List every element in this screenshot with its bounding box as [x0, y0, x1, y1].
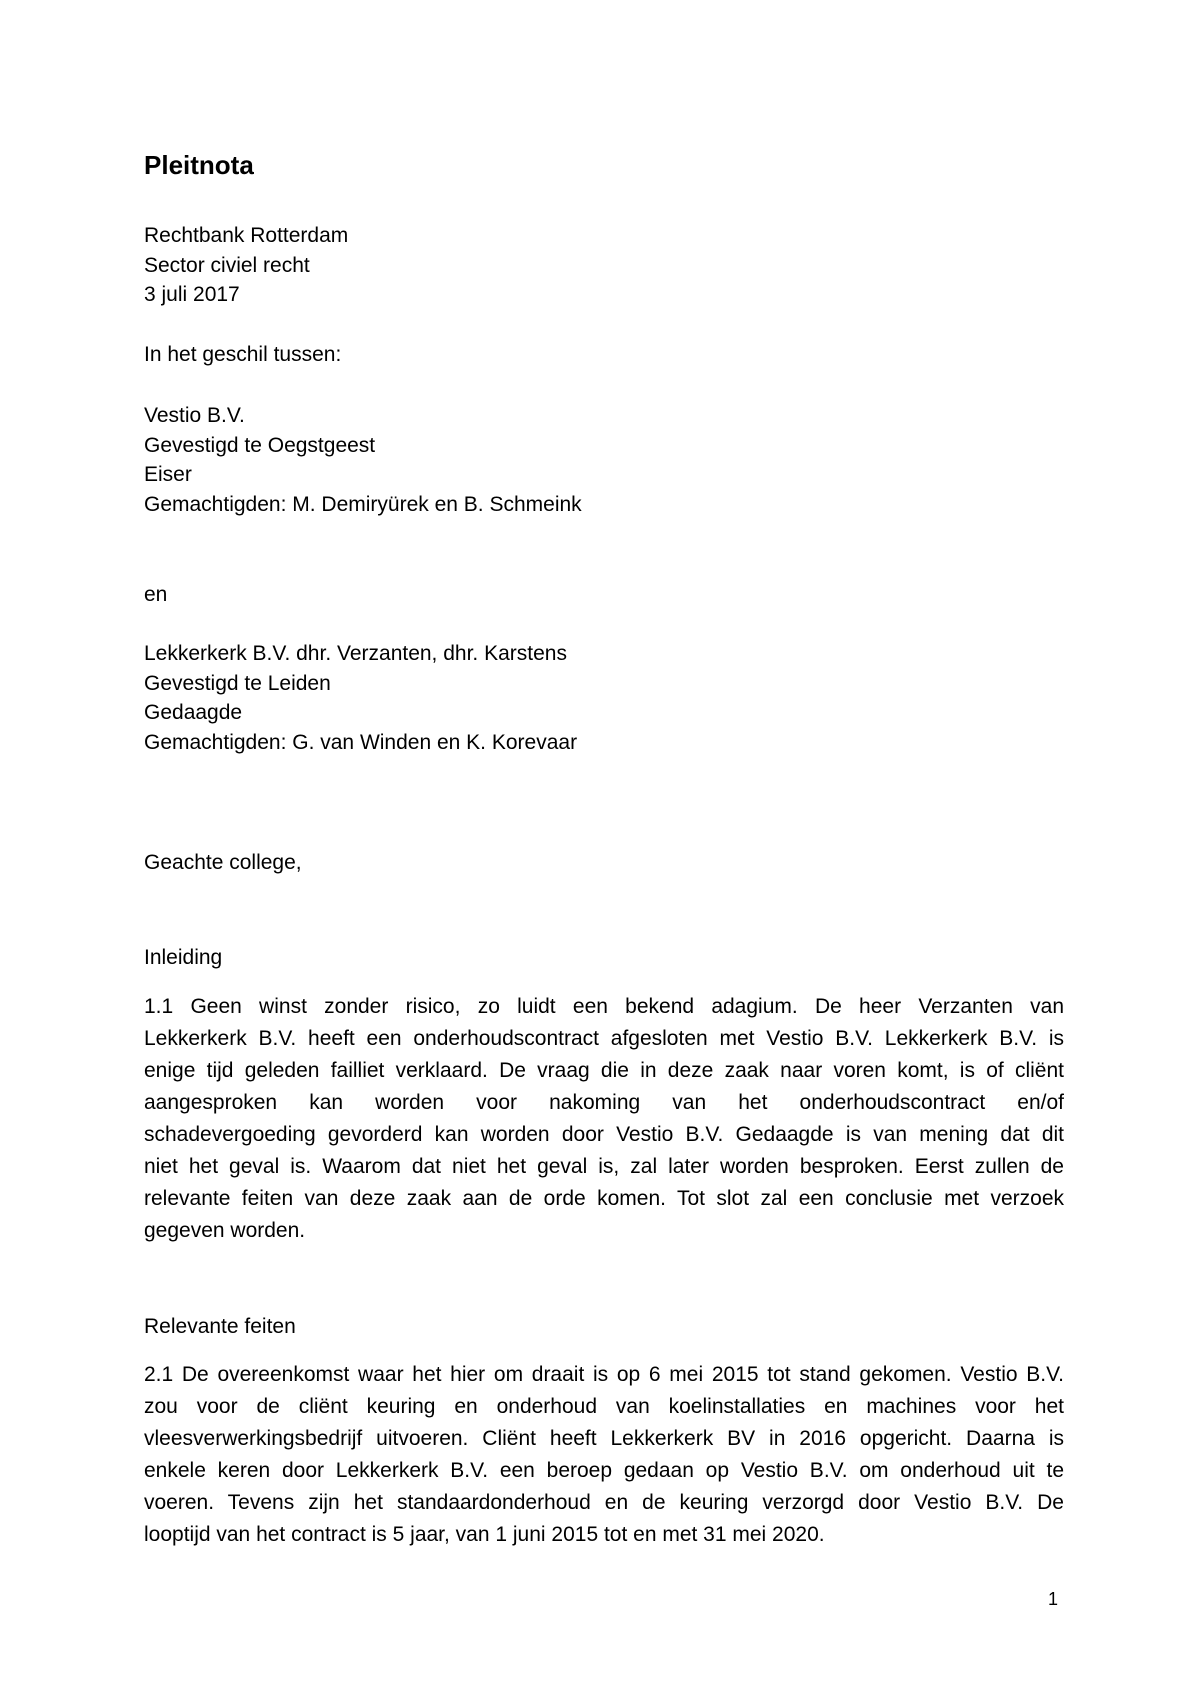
plaintiff-representatives: Gemachtigden: M. Demiryürek en B. Schmeink	[144, 493, 582, 516]
body-line: niet het geval is. Waarom dat niet het geval is, zal later worden besproken. Eerst zullen de	[144, 1155, 1064, 1178]
body-line: looptijd van het contract is 5 jaar, van 1 juni 2015 tot en met 31 mei 2020.	[144, 1523, 825, 1546]
body-line: 2.1 De overeenkomst waar het hier om draait is op 6 mei 2015 tot stand gekomen. Vestio B.V.	[144, 1363, 1064, 1386]
page-number: 1	[1048, 1589, 1059, 1609]
defendant-name: Lekkerkerk B.V. dhr. Verzanten, dhr. Karstens	[144, 642, 567, 665]
court-name: Rechtbank Rotterdam	[144, 224, 349, 247]
body-line: Lekkerkerk B.V. heeft een onderhoudscontract afgesloten met Vestio B.V. Lekkerkerk B.V. is	[144, 1027, 1064, 1050]
body-line: voeren. Tevens zijn het standaardonderhoud en de keuring verzorgd door Vestio B.V. De	[144, 1491, 1064, 1514]
body-line: zou voor de cliënt keuring en onderhoud van koelinstallaties en machines voor het	[144, 1395, 1064, 1418]
body-line: aangesproken kan worden voor nakoming van het onderhoudscontract en/of	[144, 1091, 1064, 1114]
defendant-location: Gevestigd te Leiden	[144, 672, 331, 695]
defendant-role: Gedaagde	[144, 701, 243, 724]
section-body-inleiding	[144, 991, 1064, 1247]
court-sector: Sector civiel recht	[144, 254, 310, 277]
document-title: Pleitnota	[144, 150, 254, 180]
plaintiff-role: Eiser	[144, 463, 192, 486]
dispute-intro: In het geschil tussen:	[144, 343, 342, 366]
salutation: Geachte college,	[144, 851, 302, 874]
body-line: relevante feiten van deze zaak aan de orde komen. Tot slot zal een conclusie met verzoek	[144, 1187, 1064, 1210]
plaintiff-name: Vestio B.V.	[144, 404, 245, 427]
party-conjunction: en	[144, 583, 168, 606]
body-line: enkele keren door Lekkerkerk B.V. een beroep gedaan op Vestio B.V. om onderhoud uit te	[144, 1459, 1064, 1482]
section-heading-inleiding: Inleiding	[144, 946, 223, 969]
plaintiff-location: Gevestigd te Oegstgeest	[144, 434, 376, 457]
body-line: 1.1 Geen winst zonder risico, zo luidt een bekend adagium. De heer Verzanten van	[144, 995, 1064, 1018]
section-heading-relevante-feiten: Relevante feiten	[144, 1315, 296, 1338]
body-line: vleesverwerkingsbedrijf uitvoeren. Cliënt heeft Lekkerkerk BV in 2016 opgericht. Daarna is	[144, 1427, 1064, 1450]
body-line: gegeven worden.	[144, 1219, 306, 1242]
body-line: schadevergoeding gevorderd kan worden door Vestio B.V. Gedaagde is van mening dat dit	[144, 1123, 1064, 1146]
defendant-representatives: Gemachtigden: G. van Winden en K. Korevaar	[144, 731, 578, 754]
section-body-relevante-feiten	[144, 1359, 1064, 1551]
body-line: enige tijd geleden failliet verklaard. De vraag die in deze zaak naar voren komt, is of cliënt	[144, 1059, 1064, 1082]
document-date: 3 juli 2017	[144, 283, 240, 306]
